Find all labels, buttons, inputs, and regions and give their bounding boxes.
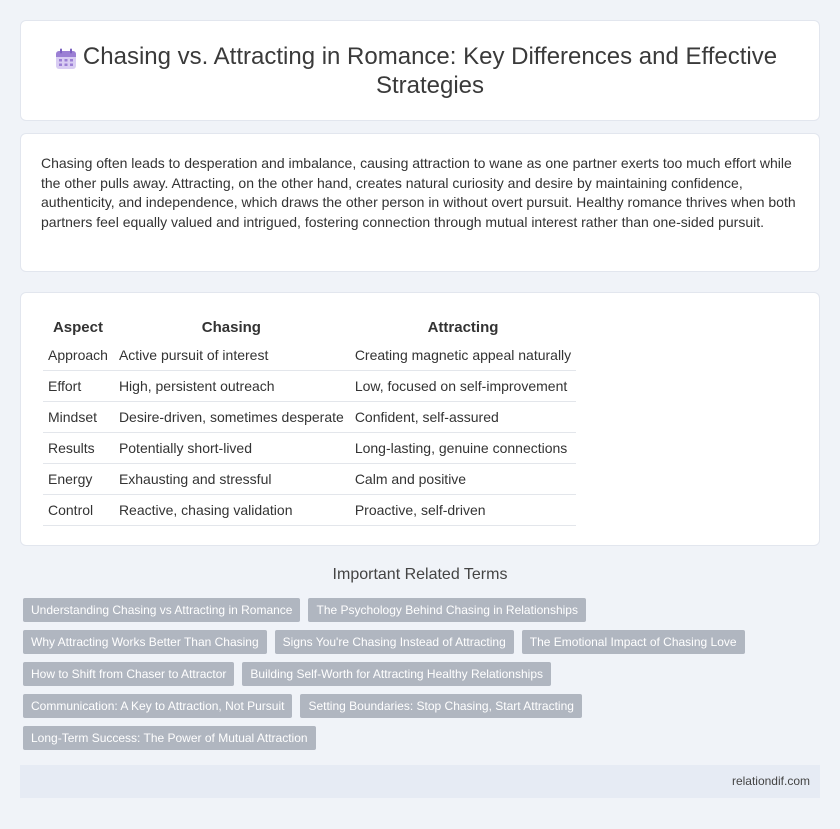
comparison-card (20, 292, 820, 546)
table-row (43, 433, 576, 464)
table-cell: Confident, self-assured (349, 402, 576, 433)
header-attracting: Attracting (349, 312, 576, 340)
header-chasing: Chasing (113, 312, 349, 340)
related-term-link[interactable]: Communication: A Key to Attraction, Not Pursuit (23, 694, 292, 718)
related-term-link[interactable]: Long-Term Success: The Power of Mutual Attraction (23, 726, 316, 750)
footer-site-name: relationdif.com (731, 774, 810, 788)
table-row (43, 402, 576, 433)
table-cell: Reactive, chasing validation (113, 495, 349, 526)
table-cell: Mindset (43, 402, 113, 433)
comparison-table (43, 312, 576, 526)
footer (20, 765, 820, 798)
related-term-link[interactable]: Why Attracting Works Better Than Chasing (23, 630, 267, 654)
table-cell: Active pursuit of interest (113, 340, 349, 371)
table-cell: Long-lasting, genuine connections (349, 433, 576, 464)
related-terms-list (23, 598, 803, 758)
related-term-link[interactable]: Setting Boundaries: Stop Chasing, Start Attracting (300, 694, 582, 718)
table-cell: Approach (43, 340, 113, 371)
tag-row (23, 630, 803, 654)
table-cell: Desire-driven, sometimes desperate (113, 402, 349, 433)
table-cell: Calm and positive (349, 464, 576, 495)
table-row (43, 495, 576, 526)
table-cell: Results (43, 433, 113, 464)
related-terms-heading: Important Related Terms (332, 566, 508, 583)
tag-row (23, 694, 803, 718)
related-term-link[interactable]: The Emotional Impact of Chasing Love (522, 630, 745, 654)
table-cell: Control (43, 495, 113, 526)
table-cell: Creating magnetic appeal naturally (349, 340, 576, 371)
related-term-link[interactable]: Signs You're Chasing Instead of Attracting (275, 630, 514, 654)
table-cell: Effort (43, 371, 113, 402)
title-card (20, 20, 820, 121)
related-term-link[interactable]: Building Self-Worth for Attracting Healthy Relationships (242, 662, 551, 686)
table-header-row (43, 312, 576, 340)
page-title: Chasing vs. Attracting in Romance: Key Differences and Effective Strategies (82, 43, 778, 99)
tag-row (23, 662, 803, 686)
table-cell: High, persistent outreach (113, 371, 349, 402)
tag-row (23, 726, 803, 750)
table-row (43, 464, 576, 495)
table-cell: Potentially short-lived (113, 433, 349, 464)
related-term-link[interactable]: Understanding Chasing vs Attracting in Romance (23, 598, 300, 622)
header-aspect: Aspect (52, 318, 103, 336)
table-row (43, 340, 576, 371)
table-cell: Energy (43, 464, 113, 495)
tag-row (23, 598, 803, 622)
table-cell: Proactive, self-driven (349, 495, 576, 526)
related-term-link[interactable]: How to Shift from Chaser to Attractor (23, 662, 234, 686)
table-row (43, 371, 576, 402)
related-term-link[interactable]: The Psychology Behind Chasing in Relationships (308, 598, 586, 622)
table-cell: Low, focused on self-improvement (349, 371, 576, 402)
intro-card (20, 133, 820, 272)
intro-paragraph: Chasing often leads to desperation and imbalance, causing attraction to wane as one partner exerts too much effort while the other pulls away. Attracting, on the other hand, creates natural curiosity and desire by maintaining confidence, authenticity, and independence, which draws the other person in without overt pursuit. Healthy romance thrives when both partners feel equally valued and intrigued, fostering connection through mutual interest rather than one-sided pursuit. (41, 155, 796, 230)
table-cell: Exhausting and stressful (113, 464, 349, 495)
